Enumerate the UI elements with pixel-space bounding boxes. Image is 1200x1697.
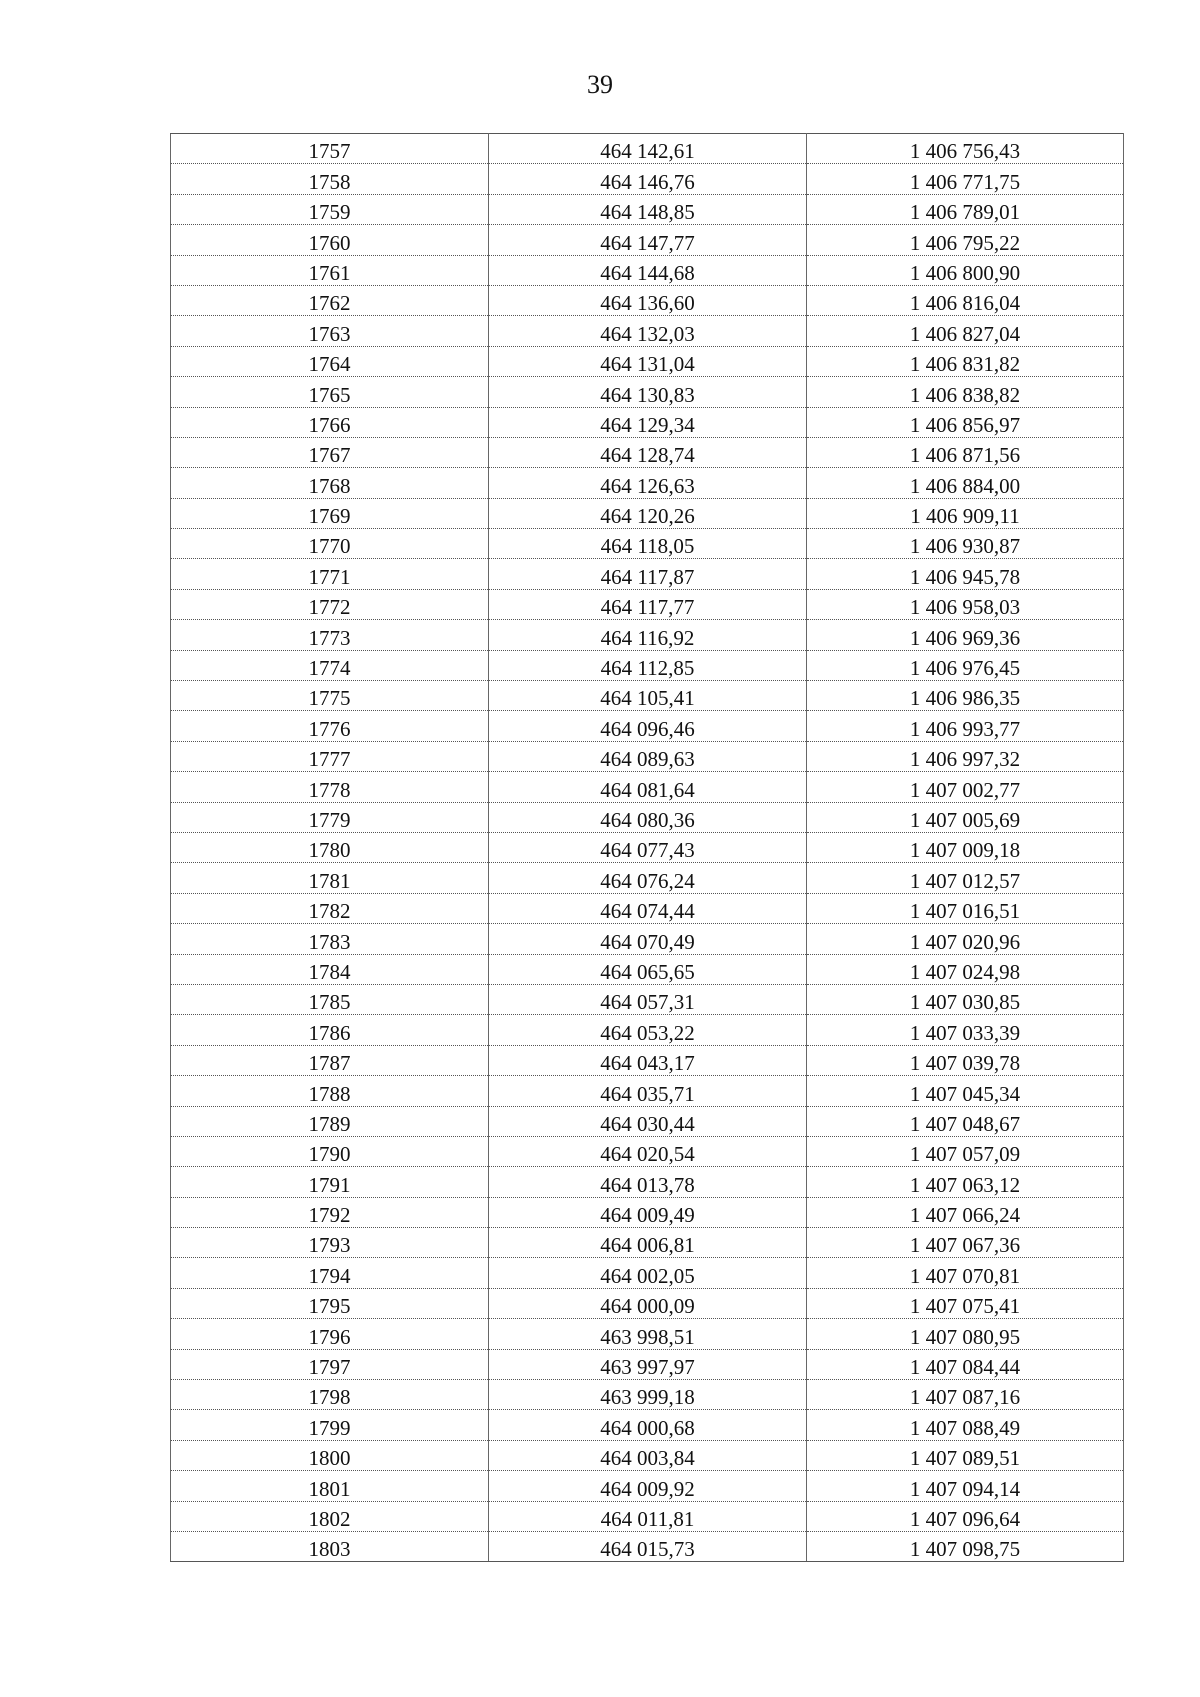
y-coordinate-cell: 1 407 005,69: [807, 802, 1124, 832]
y-coordinate-cell: 1 407 039,78: [807, 1045, 1124, 1075]
point-number-cell: 1771: [171, 559, 489, 589]
y-coordinate-cell: 1 406 958,03: [807, 589, 1124, 619]
table-row: [171, 1501, 1124, 1531]
y-coordinate-cell: 1 406 930,87: [807, 529, 1124, 559]
point-number-cell: 1762: [171, 285, 489, 315]
table-row: [171, 1167, 1124, 1197]
x-coordinate-cell: 464 117,87: [489, 559, 807, 589]
y-coordinate-cell: 1 407 094,14: [807, 1471, 1124, 1501]
y-coordinate-cell: 1 406 993,77: [807, 711, 1124, 741]
point-number-cell: 1795: [171, 1288, 489, 1318]
table-row: [171, 772, 1124, 802]
point-number-cell: 1776: [171, 711, 489, 741]
point-number-cell: 1801: [171, 1471, 489, 1501]
point-number-cell: 1803: [171, 1531, 489, 1561]
point-number-cell: 1784: [171, 954, 489, 984]
point-number-cell: 1769: [171, 498, 489, 528]
y-coordinate-cell: 1 407 009,18: [807, 832, 1124, 862]
x-coordinate-cell: 464 089,63: [489, 741, 807, 771]
x-coordinate-cell: 464 035,71: [489, 1076, 807, 1106]
table-row: [171, 407, 1124, 437]
table-row: [171, 134, 1124, 164]
x-coordinate-cell: 464 065,65: [489, 954, 807, 984]
y-coordinate-cell: 1 407 087,16: [807, 1380, 1124, 1410]
x-coordinate-cell: 464 057,31: [489, 984, 807, 1014]
x-coordinate-cell: 464 148,85: [489, 194, 807, 224]
table-row: [171, 437, 1124, 467]
table-row: [171, 589, 1124, 619]
table-row: [171, 1228, 1124, 1258]
point-number-cell: 1767: [171, 437, 489, 467]
y-coordinate-cell: 1 407 057,09: [807, 1136, 1124, 1166]
x-coordinate-cell: 464 070,49: [489, 924, 807, 954]
table-row: [171, 984, 1124, 1014]
y-coordinate-cell: 1 407 075,41: [807, 1288, 1124, 1318]
table-row: [171, 225, 1124, 255]
y-coordinate-cell: 1 407 070,81: [807, 1258, 1124, 1288]
table-row: [171, 1319, 1124, 1349]
x-coordinate-cell: 463 999,18: [489, 1380, 807, 1410]
table-row: [171, 711, 1124, 741]
table-row: [171, 1076, 1124, 1106]
table-row: [171, 863, 1124, 893]
table-row: [171, 316, 1124, 346]
y-coordinate-cell: 1 407 002,77: [807, 772, 1124, 802]
table-row: [171, 620, 1124, 650]
x-coordinate-cell: 464 132,03: [489, 316, 807, 346]
y-coordinate-cell: 1 406 909,11: [807, 498, 1124, 528]
x-coordinate-cell: 464 117,77: [489, 589, 807, 619]
point-number-cell: 1764: [171, 346, 489, 376]
point-number-cell: 1797: [171, 1349, 489, 1379]
point-number-cell: 1794: [171, 1258, 489, 1288]
point-number-cell: 1772: [171, 589, 489, 619]
x-coordinate-cell: 464 130,83: [489, 377, 807, 407]
table-row: [171, 285, 1124, 315]
coordinates-table: [170, 133, 1124, 1562]
y-coordinate-cell: 1 407 066,24: [807, 1197, 1124, 1227]
point-number-cell: 1781: [171, 863, 489, 893]
y-coordinate-cell: 1 406 756,43: [807, 134, 1124, 164]
table-row: [171, 1531, 1124, 1561]
x-coordinate-cell: 464 006,81: [489, 1228, 807, 1258]
y-coordinate-cell: 1 407 067,36: [807, 1228, 1124, 1258]
point-number-cell: 1770: [171, 529, 489, 559]
x-coordinate-cell: 464 126,63: [489, 468, 807, 498]
y-coordinate-cell: 1 407 012,57: [807, 863, 1124, 893]
point-number-cell: 1783: [171, 924, 489, 954]
x-coordinate-cell: 464 030,44: [489, 1106, 807, 1136]
table-row: [171, 832, 1124, 862]
point-number-cell: 1798: [171, 1380, 489, 1410]
y-coordinate-cell: 1 406 838,82: [807, 377, 1124, 407]
table-row: [171, 194, 1124, 224]
table-row: [171, 893, 1124, 923]
point-number-cell: 1789: [171, 1106, 489, 1136]
x-coordinate-cell: 464 116,92: [489, 620, 807, 650]
point-number-cell: 1786: [171, 1015, 489, 1045]
x-coordinate-cell: 464 000,68: [489, 1410, 807, 1440]
point-number-cell: 1796: [171, 1319, 489, 1349]
x-coordinate-cell: 464 096,46: [489, 711, 807, 741]
y-coordinate-cell: 1 407 088,49: [807, 1410, 1124, 1440]
y-coordinate-cell: 1 406 969,36: [807, 620, 1124, 650]
y-coordinate-cell: 1 407 016,51: [807, 893, 1124, 923]
y-coordinate-cell: 1 407 024,98: [807, 954, 1124, 984]
point-number-cell: 1773: [171, 620, 489, 650]
x-coordinate-cell: 464 000,09: [489, 1288, 807, 1318]
y-coordinate-cell: 1 407 033,39: [807, 1015, 1124, 1045]
table-row: [171, 924, 1124, 954]
x-coordinate-cell: 464 074,44: [489, 893, 807, 923]
x-coordinate-cell: 464 147,77: [489, 225, 807, 255]
point-number-cell: 1792: [171, 1197, 489, 1227]
x-coordinate-cell: 464 144,68: [489, 255, 807, 285]
point-number-cell: 1779: [171, 802, 489, 832]
point-number-cell: 1759: [171, 194, 489, 224]
point-number-cell: 1785: [171, 984, 489, 1014]
table-row: [171, 954, 1124, 984]
x-coordinate-cell: 464 009,49: [489, 1197, 807, 1227]
table-row: [171, 346, 1124, 376]
table-row: [171, 681, 1124, 711]
point-number-cell: 1757: [171, 134, 489, 164]
x-coordinate-cell: 464 053,22: [489, 1015, 807, 1045]
table-row: [171, 529, 1124, 559]
y-coordinate-cell: 1 406 976,45: [807, 650, 1124, 680]
table-row: [171, 1015, 1124, 1045]
point-number-cell: 1787: [171, 1045, 489, 1075]
y-coordinate-cell: 1 406 997,32: [807, 741, 1124, 771]
point-number-cell: 1790: [171, 1136, 489, 1166]
point-number-cell: 1802: [171, 1501, 489, 1531]
table-row: [171, 1136, 1124, 1166]
point-number-cell: 1799: [171, 1410, 489, 1440]
x-coordinate-cell: 464 112,85: [489, 650, 807, 680]
y-coordinate-cell: 1 407 084,44: [807, 1349, 1124, 1379]
y-coordinate-cell: 1 407 030,85: [807, 984, 1124, 1014]
table-row: [171, 164, 1124, 194]
y-coordinate-cell: 1 407 096,64: [807, 1501, 1124, 1531]
y-coordinate-cell: 1 406 945,78: [807, 559, 1124, 589]
table-row: [171, 255, 1124, 285]
point-number-cell: 1780: [171, 832, 489, 862]
table-row: [171, 1288, 1124, 1318]
x-coordinate-cell: 464 120,26: [489, 498, 807, 528]
y-coordinate-cell: 1 407 048,67: [807, 1106, 1124, 1136]
y-coordinate-cell: 1 406 795,22: [807, 225, 1124, 255]
x-coordinate-cell: 464 009,92: [489, 1471, 807, 1501]
x-coordinate-cell: 464 131,04: [489, 346, 807, 376]
point-number-cell: 1761: [171, 255, 489, 285]
x-coordinate-cell: 464 142,61: [489, 134, 807, 164]
point-number-cell: 1800: [171, 1440, 489, 1470]
y-coordinate-cell: 1 406 816,04: [807, 285, 1124, 315]
table-row: [171, 1197, 1124, 1227]
table-row: [171, 1471, 1124, 1501]
y-coordinate-cell: 1 406 871,56: [807, 437, 1124, 467]
x-coordinate-cell: 464 129,34: [489, 407, 807, 437]
y-coordinate-cell: 1 407 098,75: [807, 1531, 1124, 1561]
x-coordinate-cell: 464 015,73: [489, 1531, 807, 1561]
x-coordinate-cell: 464 011,81: [489, 1501, 807, 1531]
x-coordinate-cell: 464 118,05: [489, 529, 807, 559]
x-coordinate-cell: 464 136,60: [489, 285, 807, 315]
x-coordinate-cell: 464 105,41: [489, 681, 807, 711]
table-row: [171, 1380, 1124, 1410]
x-coordinate-cell: 463 998,51: [489, 1319, 807, 1349]
point-number-cell: 1793: [171, 1228, 489, 1258]
x-coordinate-cell: 464 146,76: [489, 164, 807, 194]
point-number-cell: 1763: [171, 316, 489, 346]
table-row: [171, 559, 1124, 589]
x-coordinate-cell: 464 077,43: [489, 832, 807, 862]
table-row: [171, 468, 1124, 498]
x-coordinate-cell: 463 997,97: [489, 1349, 807, 1379]
point-number-cell: 1758: [171, 164, 489, 194]
table-row: [171, 1045, 1124, 1075]
point-number-cell: 1791: [171, 1167, 489, 1197]
y-coordinate-cell: 1 407 089,51: [807, 1440, 1124, 1470]
x-coordinate-cell: 464 013,78: [489, 1167, 807, 1197]
y-coordinate-cell: 1 407 020,96: [807, 924, 1124, 954]
y-coordinate-cell: 1 407 080,95: [807, 1319, 1124, 1349]
y-coordinate-cell: 1 407 045,34: [807, 1076, 1124, 1106]
point-number-cell: 1774: [171, 650, 489, 680]
table-row: [171, 498, 1124, 528]
y-coordinate-cell: 1 406 771,75: [807, 164, 1124, 194]
x-coordinate-cell: 464 002,05: [489, 1258, 807, 1288]
coordinates-table-body: [171, 134, 1124, 1562]
x-coordinate-cell: 464 003,84: [489, 1440, 807, 1470]
table-row: [171, 1106, 1124, 1136]
point-number-cell: 1768: [171, 468, 489, 498]
point-number-cell: 1782: [171, 893, 489, 923]
x-coordinate-cell: 464 128,74: [489, 437, 807, 467]
y-coordinate-cell: 1 406 884,00: [807, 468, 1124, 498]
page-number: 39: [587, 70, 613, 99]
x-coordinate-cell: 464 081,64: [489, 772, 807, 802]
table-row: [171, 802, 1124, 832]
y-coordinate-cell: 1 406 831,82: [807, 346, 1124, 376]
y-coordinate-cell: 1 406 856,97: [807, 407, 1124, 437]
point-number-cell: 1778: [171, 772, 489, 802]
point-number-cell: 1788: [171, 1076, 489, 1106]
table-row: [171, 741, 1124, 771]
table-row: [171, 650, 1124, 680]
table-row: [171, 1349, 1124, 1379]
x-coordinate-cell: 464 020,54: [489, 1136, 807, 1166]
table-row: [171, 377, 1124, 407]
point-number-cell: 1775: [171, 681, 489, 711]
point-number-cell: 1765: [171, 377, 489, 407]
table-row: [171, 1410, 1124, 1440]
table-row: [171, 1440, 1124, 1470]
x-coordinate-cell: 464 076,24: [489, 863, 807, 893]
x-coordinate-cell: 464 043,17: [489, 1045, 807, 1075]
x-coordinate-cell: 464 080,36: [489, 802, 807, 832]
point-number-cell: 1766: [171, 407, 489, 437]
y-coordinate-cell: 1 406 789,01: [807, 194, 1124, 224]
y-coordinate-cell: 1 406 986,35: [807, 681, 1124, 711]
y-coordinate-cell: 1 407 063,12: [807, 1167, 1124, 1197]
table-row: [171, 1258, 1124, 1288]
y-coordinate-cell: 1 406 827,04: [807, 316, 1124, 346]
y-coordinate-cell: 1 406 800,90: [807, 255, 1124, 285]
point-number-cell: 1760: [171, 225, 489, 255]
point-number-cell: 1777: [171, 741, 489, 771]
